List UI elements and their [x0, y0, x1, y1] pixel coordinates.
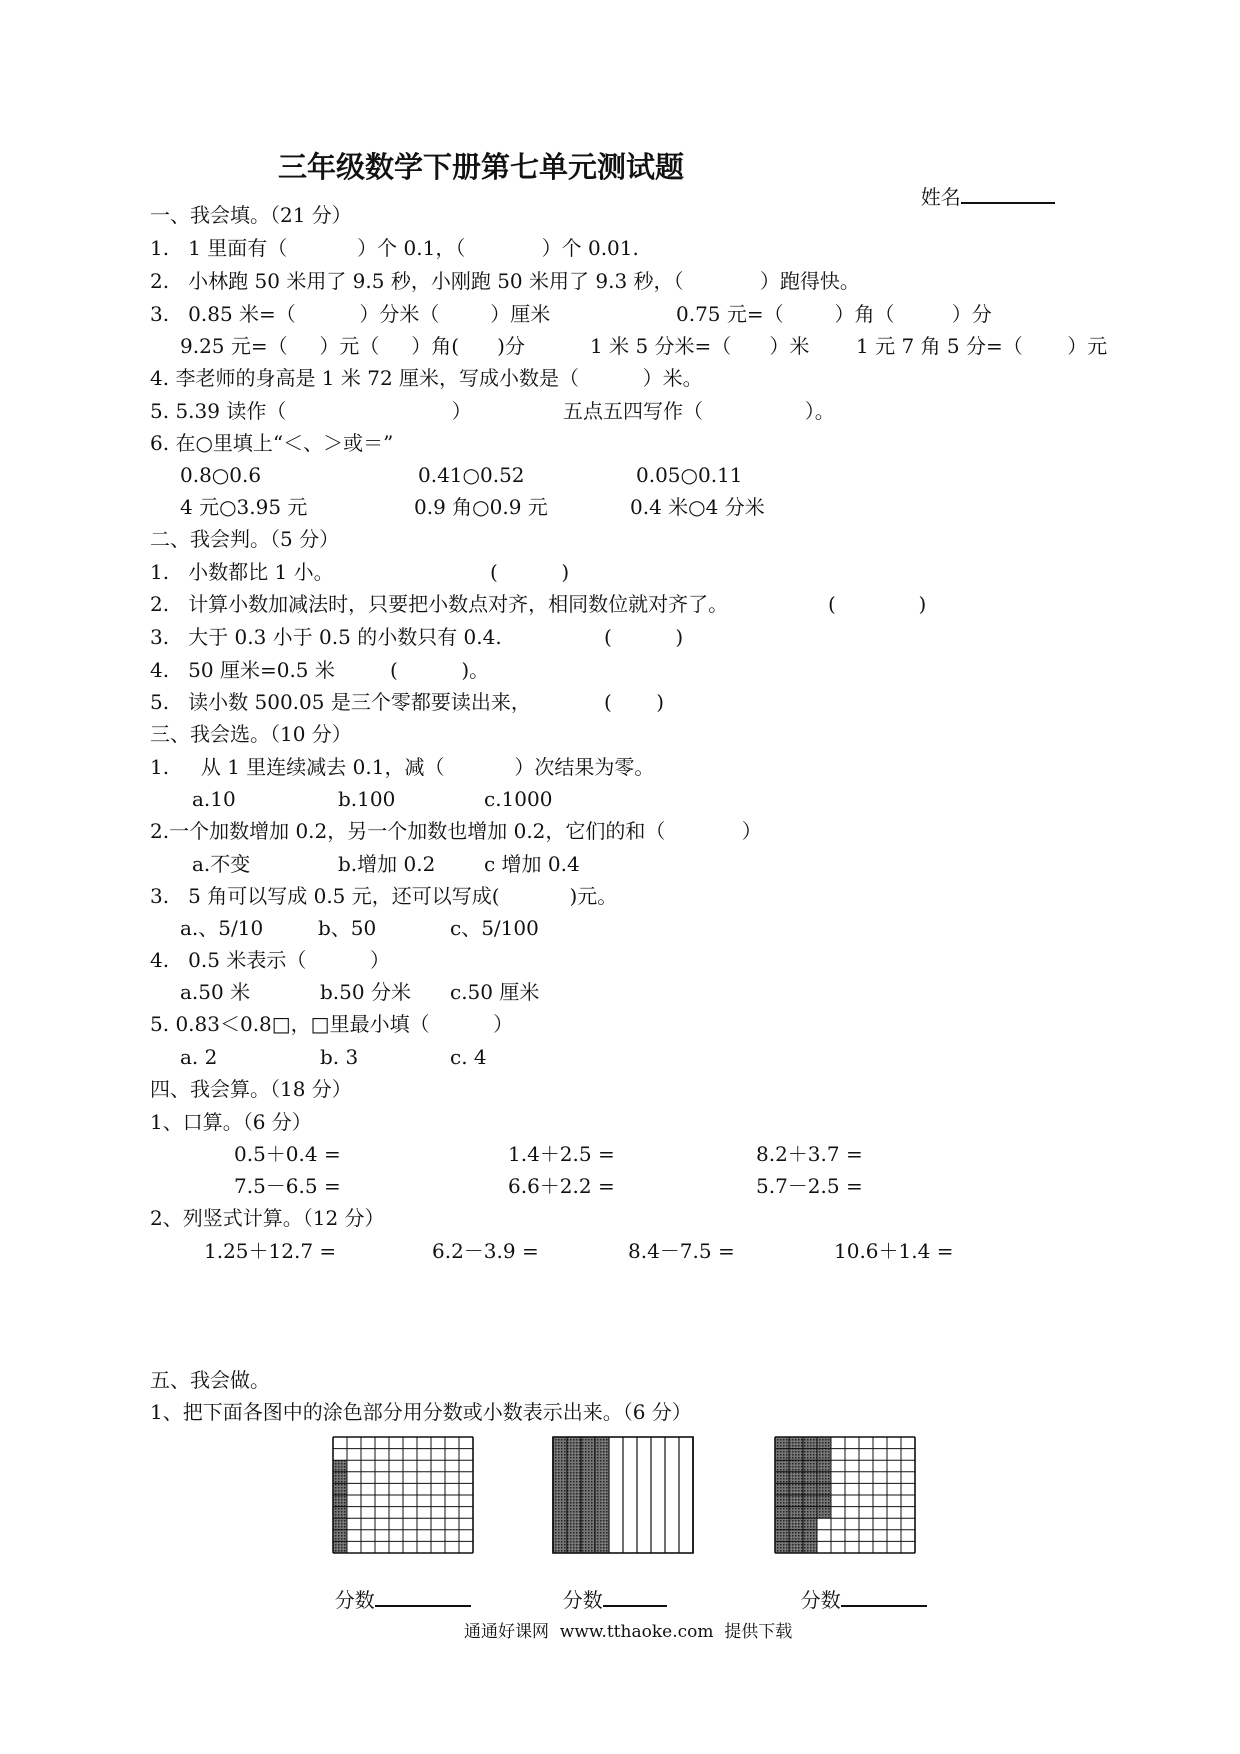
figure-3-shaded-cell	[775, 1507, 789, 1519]
figure-1-shaded-cell	[333, 1541, 347, 1553]
q3-3-option-c[interactable]: c、5/100	[450, 916, 539, 940]
q2-3: 3. 大于 0.3 小于 0.5 的小数只有 0.4.	[150, 625, 502, 649]
figure-3-shaded-cell	[789, 1495, 803, 1507]
footer-source: 通通好课网 www.tthaoke.com 提供下载	[464, 1622, 793, 1642]
figure-3-shaded-cell	[775, 1541, 789, 1553]
q1-6-item-5: 0.9 角○0.9 元	[414, 495, 548, 519]
q4-1-item-5: 6.6＋2.2 =	[508, 1174, 615, 1198]
q3-2-option-c[interactable]: c 增加 0.4	[484, 852, 580, 876]
q1-6-item-2: 0.41○0.52	[418, 463, 525, 487]
q4-2-heading: 2、列竖式计算。（12 分）	[150, 1206, 385, 1230]
figure-3-shaded-cell	[803, 1483, 817, 1495]
q3-1-option-c[interactable]: c.1000	[484, 787, 553, 811]
q1-3a: 3. 0.85 米=（ ）分米（ ）厘米	[150, 302, 551, 326]
figure-3-shaded-cell	[789, 1449, 803, 1461]
figure-3-shaded-cell	[803, 1530, 817, 1542]
figure-3-shaded-cell	[775, 1495, 789, 1507]
figure-3-shaded-cell	[775, 1472, 789, 1484]
figure-3-shaded-cell	[803, 1495, 817, 1507]
q1-1: 1. 1 里面有（ ）个 0.1，（ ）个 0.01.	[150, 236, 639, 260]
figure-3-shaded-cell	[803, 1437, 817, 1449]
figure-3-shaded-cell	[803, 1460, 817, 1472]
figure-3-shaded-cell	[775, 1449, 789, 1461]
q3-5-option-a[interactable]: a. 2	[180, 1045, 218, 1069]
figure-3-shaded-cell	[789, 1483, 803, 1495]
q2-3-answer[interactable]: ( )	[604, 625, 684, 649]
q3-2-option-b[interactable]: b.增加 0.2	[338, 852, 436, 876]
q3-2-option-a[interactable]: a.不变	[192, 852, 251, 876]
figure-3-shaded-cell	[789, 1518, 803, 1530]
section-2-heading: 二、我会判。（5 分）	[150, 527, 340, 551]
q4-1-item-6: 5.7－2.5 =	[756, 1174, 863, 1198]
figure-3-label: 分数	[800, 1588, 841, 1612]
q3-3-option-a[interactable]: a.、5/10	[180, 916, 264, 940]
figure-1-shaded-cell	[333, 1507, 347, 1519]
q3-1-option-b[interactable]: b.100	[338, 787, 396, 811]
q3-4-option-a[interactable]: a.50 米	[180, 980, 251, 1004]
name-label	[908, 160, 1055, 209]
q3-1-option-a[interactable]: a.10	[192, 787, 236, 811]
section-4-heading: 四、我会算。（18 分）	[150, 1077, 352, 1101]
figure-3-shaded-cell	[775, 1530, 789, 1542]
figure-1-shaded-cell	[333, 1460, 347, 1472]
q3-4-option-c[interactable]: c.50 厘米	[450, 980, 540, 1004]
section-5-heading: 五、我会做。	[150, 1368, 270, 1392]
figure-3-shaded-cell	[789, 1530, 803, 1542]
figure-3-shaded-cell	[789, 1507, 803, 1519]
figure-3-shaded-cell	[817, 1507, 831, 1519]
figure-2-answer	[550, 1563, 667, 1612]
figure-3-shaded-cell	[803, 1507, 817, 1519]
q3-4: 4. 0.5 米表示（ ）	[150, 948, 390, 972]
figure-2-shaded-column	[567, 1437, 581, 1553]
figure-2-columns	[552, 1436, 694, 1554]
q1-6-item-4: 4 元○3.95 元	[180, 495, 308, 519]
q1-6-item-1: 0.8○0.6	[180, 463, 262, 487]
figure-1-shaded-cell	[333, 1495, 347, 1507]
q4-2-item-3: 8.4－7.5 =	[628, 1239, 735, 1263]
figure-3-shaded-cell	[789, 1437, 803, 1449]
q3-1: 1. 从 1 里连续减去 0.1，减（ ）次结果为零。	[150, 755, 655, 779]
q4-2-item-1: 1.25＋12.7 =	[204, 1239, 337, 1263]
q3-2: 2.一个加数增加 0.2，另一个加数也增加 0.2，它们的和（ ）	[150, 819, 762, 843]
figure-1-label: 分数	[334, 1588, 375, 1612]
page-title: 三年级数学下册第七单元测试题	[278, 150, 685, 184]
figure-2-shaded-column	[581, 1437, 595, 1553]
figure-2-label: 分数	[562, 1588, 603, 1612]
figure-2-shaded-column	[553, 1437, 567, 1553]
q1-4: 4. 李老师的身高是 1 米 72 厘米，写成小数是（ ）米。	[150, 366, 703, 390]
figure-3-shaded-cell	[789, 1460, 803, 1472]
section-1-heading: 一、我会填。（21 分）	[150, 203, 352, 227]
figure-3-shaded-cell	[775, 1460, 789, 1472]
q4-1-item-1: 0.5＋0.4 =	[234, 1142, 341, 1166]
q1-2: 2. 小林跑 50 米用了 9.5 秒，小刚跑 50 米用了 9.3 秒，（ ）跑得快。	[150, 269, 860, 293]
figure-3-shaded-cell	[803, 1518, 817, 1530]
q1-6-item-3: 0.05○0.11	[636, 463, 743, 487]
figure-2-blank[interactable]	[603, 1587, 667, 1607]
figure-1-shaded-cell	[333, 1483, 347, 1495]
q1-3c: 9.25 元=（ ）元（ ）角( )分	[180, 334, 525, 358]
q4-2-item-2: 6.2－3.9 =	[432, 1239, 539, 1263]
q3-4-option-b[interactable]: b.50 分米	[320, 980, 411, 1004]
q5-1: 1、把下面各图中的涂色部分用分数或小数表示出来。（6 分）	[150, 1400, 692, 1424]
figure-3-shaded-cell	[817, 1483, 831, 1495]
figure-1-shaded-cell	[333, 1530, 347, 1542]
q4-2-item-4: 10.6＋1.4 =	[834, 1239, 954, 1263]
q1-6-item-6: 0.4 米○4 分米	[630, 495, 765, 519]
q2-1: 1. 小数都比 1 小。	[150, 560, 334, 584]
q1-3b: 0.75 元=（ ）角（ ）分	[676, 302, 992, 326]
figure-3-shaded-cell	[775, 1437, 789, 1449]
figure-3-shaded-cell	[817, 1472, 831, 1484]
q3-5: 5. 0.83＜0.8□，□里最小填（ ）	[150, 1012, 514, 1036]
q1-6: 6. 在○里填上“＜、＞或＝”	[150, 431, 394, 455]
figure-3-blank[interactable]	[841, 1587, 927, 1607]
figure-3-answer	[788, 1563, 927, 1612]
figure-1-shaded-cell	[333, 1472, 347, 1484]
figure-3-shaded-cell	[803, 1449, 817, 1461]
q4-1-item-2: 1.4＋2.5 =	[508, 1142, 615, 1166]
figure-3-shaded-cell	[803, 1472, 817, 1484]
q2-2: 2. 计算小数加减法时，只要把小数点对齐，相同数位就对齐了。	[150, 592, 729, 616]
q3-3: 3. 5 角可以写成 0.5 元，还可以写成( )元。	[150, 884, 618, 908]
q2-1-answer[interactable]: ( )	[490, 560, 570, 584]
figure-3-shaded-cell	[817, 1495, 831, 1507]
q1-3d: 1 米 5 分米=（ ）米	[590, 334, 810, 358]
figure-3-grid	[774, 1436, 916, 1554]
q2-5: 5. 读小数 500.05 是三个零都要读出来，	[150, 690, 531, 714]
figure-1-answer	[322, 1563, 471, 1612]
figure-3-shaded-cell	[817, 1437, 831, 1449]
q4-1-item-3: 8.2＋3.7 =	[756, 1142, 863, 1166]
figure-1-grid	[332, 1436, 474, 1554]
name-blank[interactable]	[961, 184, 1055, 204]
figure-3-shaded-cell	[817, 1460, 831, 1472]
q2-4: 4. 50 厘米=0.5 米	[150, 658, 335, 682]
figure-3-shaded-cell	[817, 1449, 831, 1461]
figure-3-shaded-cell	[789, 1541, 803, 1553]
figure-3-shaded-cell	[775, 1483, 789, 1495]
q1-5b: 五点五四写作（ ）。	[563, 399, 835, 423]
q2-5-answer[interactable]: ( )	[604, 690, 665, 714]
q1-3e: 1 元 7 角 5 分=（ ）元	[856, 334, 1108, 358]
section-3-heading: 三、我会选。（10 分）	[150, 722, 352, 746]
q4-1-heading: 1、口算。（6 分）	[150, 1110, 312, 1134]
q3-5-option-c[interactable]: c. 4	[450, 1045, 487, 1069]
figure-3-shaded-cell	[789, 1472, 803, 1484]
name-label-text: 姓名	[920, 185, 961, 209]
figure-1-blank[interactable]	[375, 1587, 471, 1607]
q3-5-option-b[interactable]: b. 3	[320, 1045, 359, 1069]
q4-1-item-4: 7.5－6.5 =	[234, 1174, 341, 1198]
figure-3-shaded-cell	[803, 1541, 817, 1553]
q3-3-option-b[interactable]: b、50	[318, 916, 377, 940]
q2-4-answer[interactable]: ( )。	[390, 658, 490, 682]
figure-2-shaded-column	[595, 1437, 609, 1553]
figure-1-shaded-cell	[333, 1518, 347, 1530]
figure-3-shaded-cell	[775, 1518, 789, 1530]
q1-5a: 5. 5.39 读作（ ）	[150, 399, 472, 423]
q2-2-answer[interactable]: ( )	[828, 592, 927, 616]
